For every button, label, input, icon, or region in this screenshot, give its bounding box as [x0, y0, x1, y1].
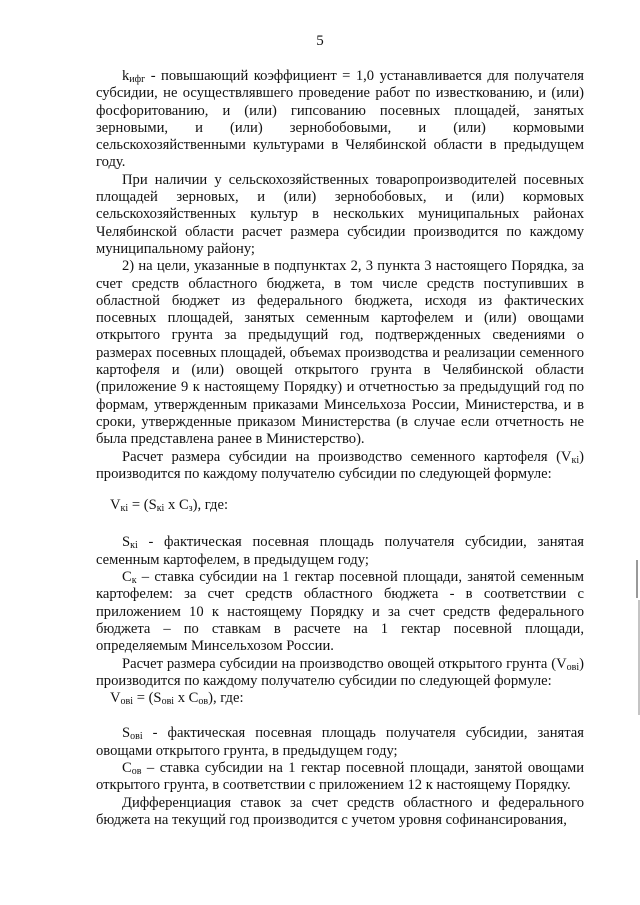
formula2-end: ), где: — [208, 690, 244, 707]
potato-calc-tail: ) производится по каждому получателю субсидии по следующей формуле: — [96, 448, 584, 482]
formula-v-sub: кi — [120, 503, 129, 515]
formula-s-sub: кi — [156, 503, 165, 515]
paragraph-municipal: При наличии у сельскохозяйственных товаропроизводителей посевных площадей зерновых, и (или) зернобобовых, и (или) кормовых сельскохозяйственных культур в нескольких муниципальных районах Челябинской области расчет размера субсидии производится по каждому муниципальному району; — [96, 171, 584, 257]
c-potato-subscript: к — [131, 575, 137, 587]
formula-mid: x C — [164, 497, 189, 514]
formula2-s-sub: овi — [161, 696, 175, 708]
formula2-v: V — [110, 690, 121, 707]
paragraph-s-vegetable — [96, 725, 584, 760]
s-vegetable-subscript: овi — [130, 731, 143, 743]
paragraph-potato-calc — [96, 449, 584, 484]
paragraph-c-potato — [96, 569, 584, 655]
vegetable-calc-tail: ) производится по каждому получателю субсидии по следующей формуле: — [96, 655, 584, 689]
formula2-v-sub: овi — [120, 696, 134, 708]
coefficient-symbol: k — [122, 68, 130, 84]
coefficient-text: - повышающий коэффициент = 1,0 устанавливается для получателя субсидии, не осуществлявшего проведение работ по известкованию, и (или) фосфоритованию, и (или) гипсованию посевных площадей, занятых зерновыми, и (или) зернобобовыми, и (или) кормовыми сельскохозяйственными культурами в Челябинской области в предыдущем году. — [96, 68, 584, 171]
formula-eq: = (S — [128, 497, 157, 514]
s-potato-subscript: кi — [130, 540, 138, 552]
scan-edge-mark — [636, 560, 638, 598]
formula-end: ), где: — [192, 497, 228, 514]
s-vegetable-symbol: S — [122, 725, 131, 742]
potato-calc-subscript: кi — [571, 454, 580, 466]
c-vegetable-subscript: ов — [131, 765, 142, 777]
s-potato-text: - фактическая посевная площадь получателя субсидии, занятая семенным картофелем, в предыдущем году; — [96, 534, 584, 568]
c-potato-text: – ставка субсидии на 1 гектар посевной площади, занятой семенным картофелем: за счет средств областного бюджета - в соответствии с приложением 10 к настоящему Порядку и за счет средств федерального бюджета – по ставкам в расчете на 1 гектар посевной площади, определяемым Минсельхозом России. — [96, 569, 584, 655]
paragraph-item-2: 2) на цели, указанные в подпунктах 2, 3 пункта 3 настоящего Порядка, за счет средств областного бюджета, в том числе средств поступивших в областной бюджет из федерального бюджета, исходя из фактических посевных площадей, занятых семенным картофелем и (или) овощами открытого грунта за предыдущий год, подтвержденных сведениями о размерах посевных площадей, объемах производства и реализации семенного картофеля и (или) овощей открытого грунта в Челябинской области (приложение 9 к настоящему Порядку) и отчетностью за предыдущий год по формам, утвержденным приказами Минсельхоза России, Министерства, и в сроки, утвержденные приказом Министерства (в случае если отчетность не была представлена ранее в Министерство). — [96, 258, 584, 448]
formula-c-sub: з — [188, 503, 193, 515]
paragraph-s-potato — [96, 534, 584, 569]
paragraph-differentiation: Дифференциация ставок за счет средств областного и федерального бюджета на текущий год производится с учетом уровня софинансирования, — [96, 794, 584, 828]
formula-potato — [96, 483, 584, 534]
vegetable-calc-text: Расчет размера субсидии на производство овощей открытого грунта (V — [122, 655, 567, 672]
page-number: 5 — [316, 33, 324, 49]
formula-v: V — [110, 497, 121, 514]
paragraph-coefficient — [96, 68, 584, 172]
formula2-c-sub: ов — [198, 696, 209, 708]
paragraph-vegetable-calc — [96, 656, 584, 691]
potato-calc-text: Расчет размера субсидии на производство семенного картофеля (V — [122, 448, 572, 465]
s-vegetable-text: - фактическая посевная площадь получателя субсидии, занятая овощами открытого грунта, в предыдущем году; — [96, 725, 584, 759]
formula2-mid: x C — [174, 690, 199, 707]
formula2-eq: = (S — [133, 690, 162, 707]
vegetable-calc-subscript: овi — [566, 661, 580, 673]
c-vegetable-text: – ставка субсидии на 1 гектар посевной площади, занятой овощами открытого грунта, в соответствии с приложением 12 к настоящему Порядку. — [96, 759, 584, 794]
formula-vegetable — [96, 690, 584, 725]
s-potato-symbol: S — [122, 534, 131, 551]
document-body — [96, 68, 584, 829]
c-vegetable-symbol: C — [122, 759, 132, 776]
c-potato-symbol: C — [122, 569, 132, 586]
coefficient-subscript: ифг — [129, 74, 146, 85]
paragraph-c-vegetable — [96, 760, 584, 795]
